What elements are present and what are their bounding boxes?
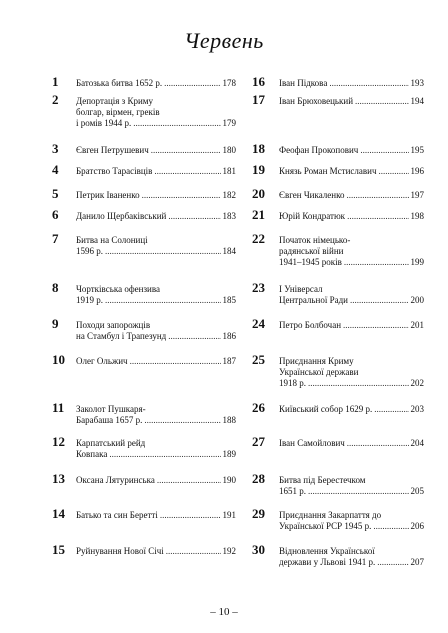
dot-leader	[308, 378, 409, 389]
entry-page-number: 191	[222, 510, 236, 520]
entry-title-line: Центральної Ради	[279, 295, 348, 305]
dot-leader	[133, 118, 220, 129]
entry-page-number: 200	[410, 295, 424, 305]
entry-text	[279, 166, 424, 177]
entry-page-number: 192	[222, 546, 236, 556]
dot-leader	[329, 78, 408, 89]
entry-title-line: Руйнування Нової Січі	[76, 546, 164, 556]
entry-title-line: Данило Щербаківський	[76, 211, 167, 221]
entry-title-line: Іван Самойлович	[279, 438, 345, 448]
entry-number: 6	[52, 207, 59, 222]
entry-title-line: 1651 р.	[279, 486, 306, 496]
entry-title-line: 1596 р.	[76, 246, 103, 256]
entry-title-line: Батозька битва 1652 р.	[76, 78, 163, 88]
entry-page-number: 193	[410, 78, 424, 88]
entry-number: 28	[252, 471, 265, 486]
entry-title-line: Української держави	[279, 367, 359, 377]
entry-page-number: 180	[222, 145, 236, 155]
entry-title-line: на Стамбул і Трапезунд	[76, 331, 167, 341]
entry-text	[76, 145, 236, 156]
dot-leader	[347, 438, 409, 449]
entry-page-number: 201	[410, 320, 424, 330]
entry-title-line: болгар, вірмен, греків	[76, 107, 160, 117]
entry-page-number: 187	[222, 356, 236, 366]
entry-number: 23	[252, 280, 265, 295]
entry-number: 18	[252, 141, 265, 156]
entry-page-number: 202	[410, 378, 424, 388]
entry-text	[76, 190, 236, 201]
entry-page-number: 199	[410, 257, 424, 267]
entry-title-line: Депортація з Криму	[76, 96, 154, 106]
entry-number: 17	[252, 92, 265, 107]
dot-leader	[142, 190, 221, 201]
entry-title-line: Євген Чикаленко	[279, 190, 345, 200]
entry-title-line: Петрик Іваненко	[76, 190, 140, 200]
entry-number: 7	[52, 231, 59, 246]
dot-leader	[130, 356, 221, 367]
dot-leader	[343, 320, 408, 331]
entry-number: 22	[252, 231, 265, 246]
entry-number: 8	[52, 280, 59, 295]
dot-leader	[360, 145, 408, 156]
dot-leader	[154, 166, 220, 177]
entry-text	[76, 475, 236, 486]
entry-title-line: Битва на Солониці	[76, 235, 148, 245]
entry-text	[76, 438, 236, 460]
entry-text	[279, 320, 424, 331]
entry-text	[76, 211, 236, 222]
entry-text	[279, 510, 424, 532]
entry-title-line: Української РСР 1945 р.	[279, 521, 372, 531]
entry-title-line: Євген Петрушевич	[76, 145, 149, 155]
entry-page-number: 182	[222, 190, 236, 200]
entry-page-number: 198	[410, 211, 424, 221]
entry-text	[279, 356, 424, 389]
dot-leader	[355, 96, 408, 107]
dot-leader	[308, 486, 409, 497]
entry-title-line: Іван Підкова	[279, 78, 328, 88]
entry-title-line: держави у Львові 1941 р.	[279, 557, 376, 567]
entry-title-line: Князь Роман Мстиславич	[279, 166, 377, 176]
entry-title-line: Київський собор 1629 р.	[279, 404, 373, 414]
dot-leader	[347, 190, 409, 201]
entry-title-line: Карпатський рейд	[76, 438, 146, 448]
entry-title-line: Юрій Кондратюк	[279, 211, 346, 221]
entry-page-number: 188	[222, 415, 236, 425]
entry-page-number: 207	[410, 557, 424, 567]
entry-title-line: Олег Ольжич	[76, 356, 128, 366]
entry-number: 10	[52, 352, 65, 367]
entry-page-number: 179	[222, 118, 236, 128]
dot-leader	[344, 257, 409, 268]
entry-number: 11	[52, 400, 65, 415]
entry-text	[279, 190, 424, 201]
entry-title-line: Оксана Лятуринська	[76, 475, 155, 485]
entry-number: 27	[252, 434, 265, 449]
entry-page-number: 190	[222, 475, 236, 485]
entry-text	[279, 78, 424, 89]
dot-leader	[379, 166, 409, 177]
dot-leader	[164, 78, 220, 89]
entry-number: 21	[252, 207, 265, 222]
dot-leader	[347, 211, 408, 222]
entry-page-number: 184	[222, 246, 236, 256]
dot-leader	[168, 331, 220, 342]
entry-page-number: 205	[410, 486, 424, 496]
entry-page-number: 186	[222, 331, 236, 341]
entry-title-line: радянської війни	[279, 246, 344, 256]
entry-page-number: 194	[410, 96, 424, 106]
entry-text	[279, 475, 424, 497]
entry-page-number: 181	[222, 166, 236, 176]
entry-page-number: 196	[410, 166, 424, 176]
entry-title-line: Битва під Берестечком	[279, 475, 366, 485]
entry-number: 4	[52, 162, 59, 177]
entry-text	[76, 546, 236, 557]
entry-title-line: Феофан Прокопович	[279, 145, 359, 155]
entry-number: 14	[52, 506, 65, 521]
entry-number: 25	[252, 352, 265, 367]
entry-text	[76, 235, 236, 257]
entry-text	[279, 145, 424, 156]
entry-number: 3	[52, 141, 59, 156]
entry-text	[279, 235, 424, 268]
entry-number: 29	[252, 506, 265, 521]
entry-text	[279, 96, 424, 107]
entry-title-line: 1918 р.	[279, 378, 306, 388]
entry-page-number: 206	[410, 521, 424, 531]
entry-page-number: 204	[410, 438, 424, 448]
dot-leader	[377, 557, 408, 568]
entry-title-line: 1941–1945 років	[279, 257, 342, 267]
entry-text	[279, 438, 424, 449]
entry-title-line: Походи запорожців	[76, 320, 151, 330]
dot-leader	[373, 521, 408, 532]
entry-number: 13	[52, 471, 65, 486]
entry-page-number: 203	[410, 404, 424, 414]
entry-title-line: 1919 р.	[76, 295, 103, 305]
entry-number: 12	[52, 434, 65, 449]
entry-title-line: Відновлення Української	[279, 546, 375, 556]
entry-title-line: Батько та син Беретті	[76, 510, 158, 520]
dot-leader	[168, 211, 220, 222]
entry-text	[76, 284, 236, 306]
entry-number: 5	[52, 186, 59, 201]
entry-text	[76, 96, 236, 129]
entry-title-line: Ковпака	[76, 449, 108, 459]
entry-page-number: 183	[222, 211, 236, 221]
entry-page-number: 189	[222, 449, 236, 459]
entry-title-line: І Універсал	[279, 284, 323, 294]
entry-number: 20	[252, 186, 265, 201]
entry-title-line: Приєднання Криму	[279, 356, 354, 366]
entry-number: 30	[252, 542, 265, 557]
entry-page-number: 197	[410, 190, 424, 200]
dot-leader	[350, 295, 409, 306]
page-number: – 10 –	[210, 606, 238, 618]
entry-page-number: 185	[222, 295, 236, 305]
entry-text	[279, 546, 424, 568]
entry-number: 26	[252, 400, 265, 415]
entry-number: 16	[252, 74, 265, 89]
dot-leader	[151, 145, 221, 156]
entry-text	[76, 78, 236, 89]
entry-number: 9	[52, 316, 59, 331]
entry-title-line: Заколот Пушкаря-	[76, 404, 146, 414]
entry-text	[76, 510, 236, 521]
entry-title-line: Приєднання Закарпаття до	[279, 510, 382, 520]
entry-number: 1	[52, 74, 59, 89]
dot-leader	[160, 510, 221, 521]
entry-text	[76, 320, 236, 342]
entry-page-number: 195	[410, 145, 424, 155]
dot-leader	[109, 449, 220, 460]
dot-leader	[374, 404, 408, 415]
dot-leader	[105, 246, 221, 257]
entry-title-line: Петро Болбочан	[279, 320, 342, 330]
entry-text	[76, 166, 236, 177]
entry-text	[76, 356, 236, 367]
entry-number: 24	[252, 316, 265, 331]
entry-title-line: Братство Тарасівців	[76, 166, 153, 176]
entry-text	[279, 404, 424, 415]
entry-text	[279, 211, 424, 222]
entry-page-number: 178	[222, 78, 236, 88]
entry-number: 15	[52, 542, 65, 557]
entry-text	[76, 404, 236, 426]
page-title: Червень	[184, 28, 264, 53]
entry-number: 2	[52, 92, 59, 107]
entry-title-line: Іван Брюховецький	[279, 96, 354, 106]
entry-title-line: і ромів 1944 р.	[76, 118, 132, 128]
entry-title-line: Початок німецько-	[279, 235, 351, 245]
dot-leader	[144, 415, 220, 426]
entry-text	[279, 284, 424, 306]
entry-number: 19	[252, 162, 265, 177]
dot-leader	[157, 475, 221, 486]
entry-title-line: Барабаша 1657 р.	[76, 415, 143, 425]
dot-leader	[166, 546, 221, 557]
entry-title-line: Чортківська офензива	[76, 284, 160, 294]
dot-leader	[105, 295, 221, 306]
